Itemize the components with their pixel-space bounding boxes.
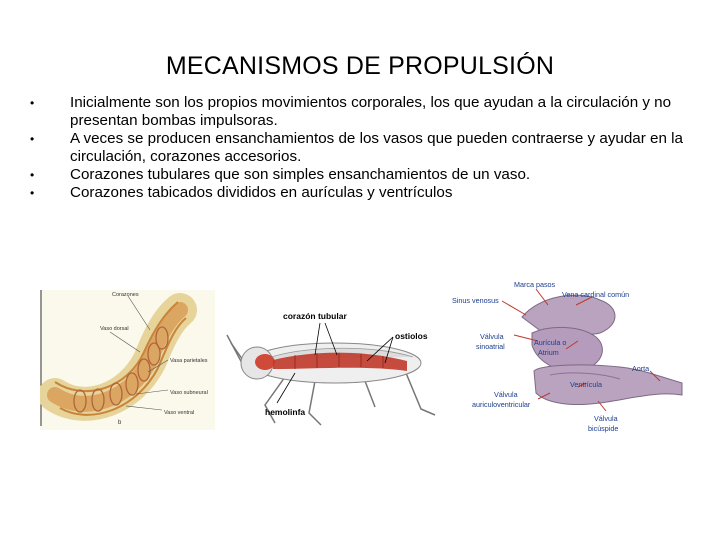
bullet-marker: • — [30, 186, 35, 200]
label-valvula-sinoatrial-2: sinoatrial — [476, 342, 505, 351]
insect-diagram — [225, 305, 445, 435]
label-valvula-av-2: auriculoventricular — [472, 400, 531, 409]
label-valvula-sinoatrial-1: Válvula — [480, 332, 504, 341]
bullet-marker: • — [30, 132, 35, 146]
worm-diagram — [40, 290, 215, 430]
label-aorta: Aorta — [632, 364, 650, 373]
label-marca-pasos: Marca pasos — [514, 280, 556, 289]
label-vaso-subneural: Vaso subneural — [170, 390, 208, 396]
label-corazones: Corazones — [112, 292, 139, 298]
bullet-text: Corazones tubulares que son simples ensanchamientos de un vaso. — [70, 166, 531, 183]
bullet-item — [30, 94, 690, 130]
label-letter-b: b — [118, 420, 122, 426]
label-vasa-parietales: Vasa parietales — [170, 358, 208, 364]
label-valvula-bicuspide-2: bicúspide — [588, 424, 619, 433]
bullet-item — [30, 166, 690, 184]
bullet-item — [30, 130, 690, 166]
label-auricula-1: Aurícula o — [534, 338, 567, 347]
worm-circulation-figure — [40, 290, 215, 430]
label-ostiolos: ostiolos — [395, 331, 428, 341]
bullet-text: Corazones tabicados divididos en aurículas y ventrículos — [70, 184, 453, 201]
label-vaso-dorsal: Vaso dorsal — [100, 326, 129, 332]
label-valvula-av-1: Válvula — [494, 390, 518, 399]
label-vena-cardinal: Vena cardinal común — [562, 290, 630, 299]
label-ventricula: Ventrícula — [570, 380, 602, 389]
label-vaso-ventral: Vaso ventral — [164, 410, 195, 416]
label-corazon-tubular: corazón tubular — [283, 311, 347, 321]
label-valvula-bicuspide-1: Válvula — [594, 414, 618, 423]
bullet-marker: • — [30, 168, 35, 182]
bullet-item — [30, 184, 690, 202]
insect-heart-figure — [225, 305, 445, 435]
bullet-text: A veces se producen ensanchamientos de los vasos que pueden contraerse y ayudar en la circulación, corazones accesorios. — [70, 130, 683, 165]
bullet-marker: • — [30, 96, 35, 110]
label-sinus-venosus: Sinus venosus — [452, 296, 499, 305]
slide-title: MECANISMOS DE PROPULSIÓN — [165, 52, 555, 80]
fish-heart-diagram — [450, 275, 690, 440]
label-auricula-2: Atrium — [538, 348, 559, 357]
fish-heart-figure — [450, 275, 690, 440]
bullet-text: Inicialmente son los propios movimientos corporales, los que ayudan a la circulación y no presentan bombas impulsoras. — [70, 94, 672, 129]
bullet-list — [30, 94, 690, 202]
label-hemolinfa: hemolinfa — [265, 407, 306, 417]
